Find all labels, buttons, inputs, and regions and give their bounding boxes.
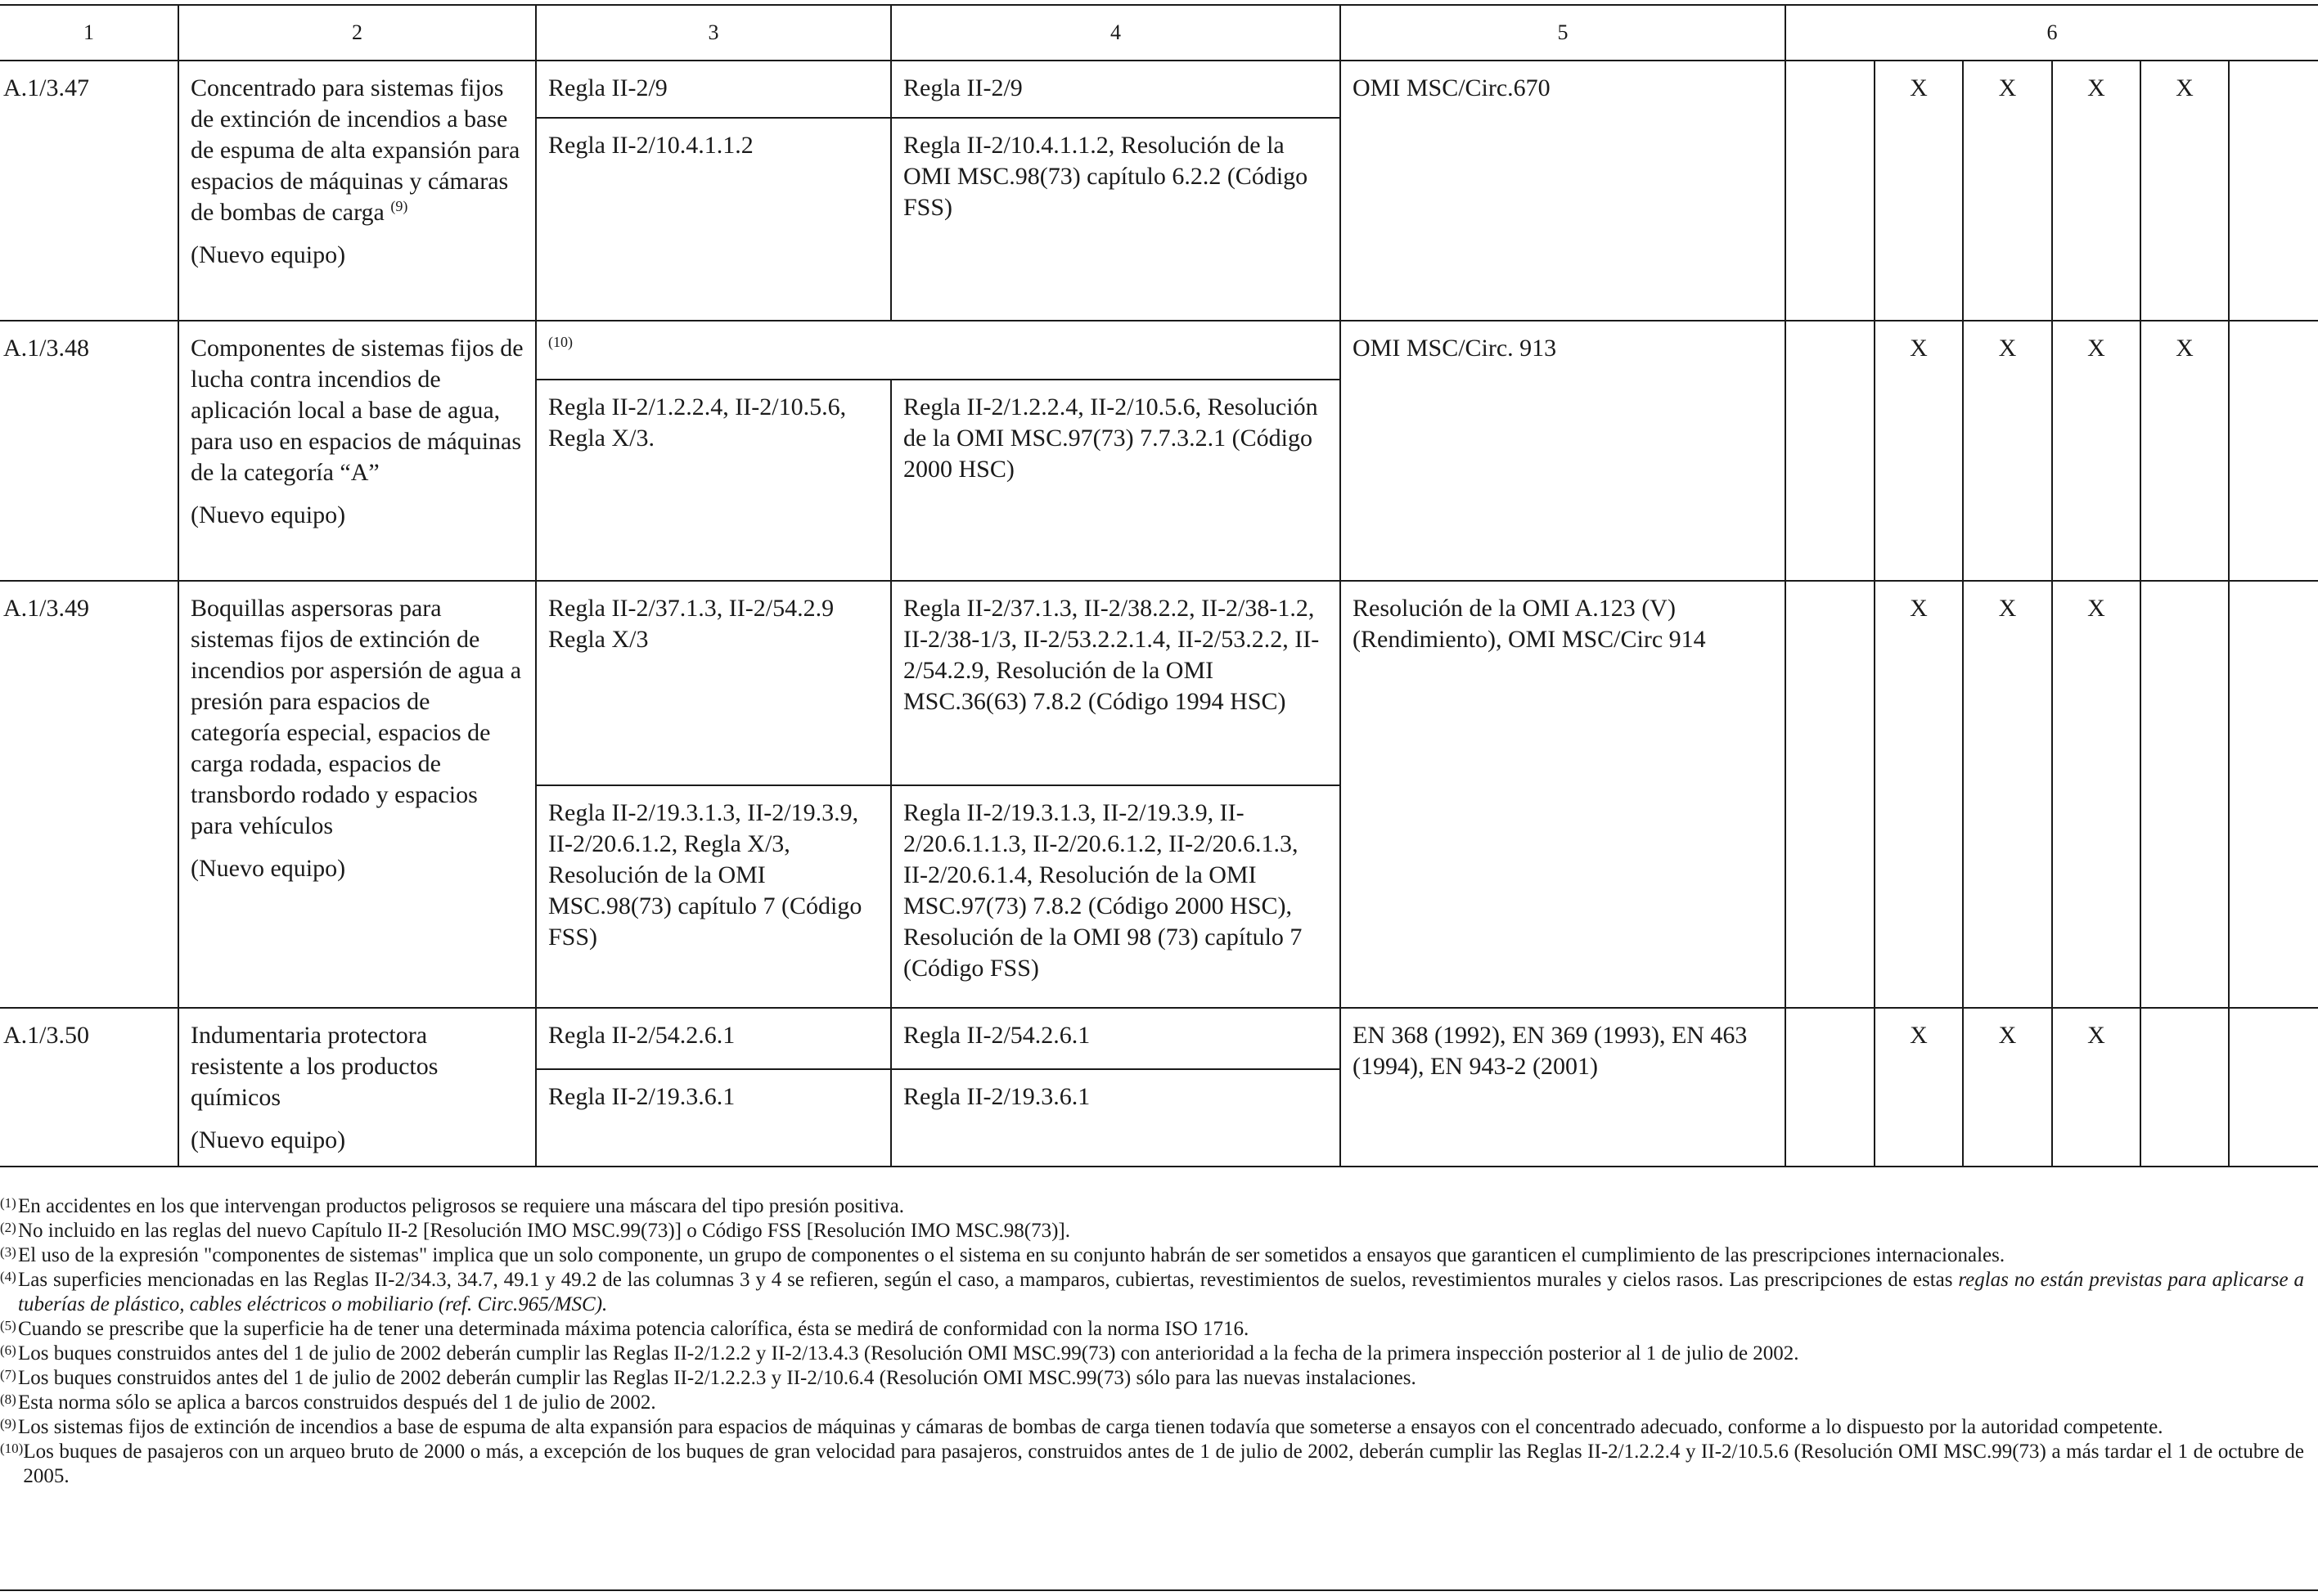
footnote-number: (6): [0, 1342, 16, 1358]
rule-cell: Regla II-2/1.2.2.4, II-2/10.5.6, Regla X/3.: [536, 380, 891, 581]
footnote-ref: (9): [390, 198, 408, 214]
mark-cell: X: [2052, 321, 2140, 581]
mark-cell: X: [1875, 321, 1963, 581]
table-row: [0, 321, 2318, 380]
standard-cell: OMI MSC/Circ.670: [1340, 61, 1785, 321]
bottom-rule: [0, 1589, 2318, 1591]
footnote-item: [0, 1219, 2304, 1243]
footnote-text: Esta norma sólo se aplica a barcos construidos después del 1 de julio de 2002.: [18, 1391, 656, 1414]
item-note: (Nuevo equipo): [191, 855, 346, 882]
rule-cell: Regla II-2/9: [536, 61, 891, 118]
table-row: [0, 581, 2318, 785]
footnote-text: En accidentes en los que intervengan productos peligrosos se requiere una máscara del tipo presión positiva.: [18, 1195, 904, 1217]
test-standard-cell: Regla II-2/1.2.2.4, II-2/10.5.6, Resolución de la OMI MSC.97(73) 7.7.3.2.1 (Código 2000 HSC): [891, 380, 1340, 581]
column-header-4: 4: [891, 5, 1340, 61]
footnote-text: [18, 1268, 2304, 1317]
mark-cell: [1785, 1008, 1875, 1167]
test-standard-cell: Regla II-2/10.4.1.1.2, Resolución de la OMI MSC.98(73) capítulo 6.2.2 (Código FSS): [891, 118, 1340, 321]
footnote-ref: (10): [548, 334, 573, 350]
footnote-item: [0, 1342, 2304, 1366]
mark-cell: X: [1963, 321, 2052, 581]
header-row: [0, 5, 2318, 61]
footnote-text: Los buques construidos antes del 1 de julio de 2002 deberán cumplir las Reglas II-2/1.2.2 y II-2/13.4.3 (Resolución OMI MSC.99(73) con anterioridad a la fecha de la primera inspección posterior al 1 de julio de 2002.: [18, 1342, 1799, 1364]
footnote-text-italic: reglas no están previstas para aplicarse a tuberías de plástico, cables eléctricos o mobiliario (ref. Circ.965/MSC).: [18, 1269, 2304, 1315]
rule-cell: Regla II-2/10.4.1.1.2: [536, 118, 891, 321]
item-note: (Nuevo equipo): [191, 1126, 346, 1153]
item-description: [178, 1008, 536, 1167]
footnote-text: El uso de la expresión "componentes de sistemas" implica que un solo componente, un grupo de componentes o el sistema en su conjunto habrán de ser sometidos a ensayos que garanticen el cumplimiento de las prescripciones internacionales.: [18, 1244, 2005, 1266]
footnote-number: (2): [0, 1220, 16, 1235]
mark-cell: X: [1875, 1008, 1963, 1167]
item-description: [178, 581, 536, 1008]
description-text: Boquillas aspersoras para sistemas fijos de extinción de incendios por aspersión de agua a presión para espacios de categoría especial, espacios de carga rodada, espacios de transbordo rodado y espacios para vehículos: [191, 595, 522, 839]
mark-cell: [2229, 581, 2318, 1008]
standard-cell: EN 368 (1992), EN 369 (1993), EN 463 (1994), EN 943-2 (2001): [1340, 1008, 1785, 1167]
test-standard-cell: Regla II-2/37.1.3, II-2/38.2.2, II-2/38-1.2, II-2/38-1/3, II-2/53.2.2.1.4, II-2/53.2.2, II-2/54.2.9, Resolución de la OMI MSC.36(63) 7.8.2 (Código 1994 HSC): [891, 581, 1340, 785]
footnote-number: (3): [0, 1244, 16, 1260]
footnote-number: (4): [0, 1269, 16, 1284]
mark-cell: X: [1963, 1008, 2052, 1167]
standard-cell: OMI MSC/Circ. 913: [1340, 321, 1785, 581]
standard-cell: Resolución de la OMI A.123 (V) (Rendimiento), OMI MSC/Circ 914: [1340, 581, 1785, 1008]
mark-cell: X: [1875, 61, 1963, 321]
item-note: (Nuevo equipo): [191, 501, 346, 528]
mark-cell: X: [2052, 581, 2140, 1008]
mark-cell: [2229, 61, 2318, 321]
mark-cell: [1785, 581, 1875, 1008]
mark-cell: X: [1875, 581, 1963, 1008]
test-standard-cell: Regla II-2/19.3.6.1: [891, 1069, 1340, 1167]
rule-cell: Regla II-2/54.2.6.1: [536, 1008, 891, 1069]
footnote-number: (7): [0, 1367, 16, 1382]
footnote-text-regular: Las superficies mencionadas en las Reglas II-2/34.3, 34.7, 49.1 y 49.2 de las columnas 3 y 4 se refieren, según el caso, a mamparos, cubiertas, revestimientos de suelos, revestimientos murales y cielos rasos. Las prescripciones de estas: [18, 1269, 1959, 1291]
description-text: Componentes de sistemas fijos de lucha contra incendios de aplicación local a base de agua, para uso en espacios de máquinas de la categoría “A”: [191, 335, 524, 486]
mark-cell: [1785, 321, 1875, 581]
footnote-item: [0, 1440, 2304, 1489]
footnote-item: [0, 1366, 2304, 1391]
item-code: A.1/3.47: [0, 61, 178, 321]
footnote-item: [0, 1317, 2304, 1342]
mark-cell: [2229, 1008, 2318, 1167]
footnote-item: [0, 1415, 2304, 1440]
description-text: Concentrado para sistemas fijos de extinción de incendios a base de espuma de alta expansión para espacios de máquinas y cámaras de bombas de carga: [191, 74, 520, 226]
test-standard-cell: Regla II-2/54.2.6.1: [891, 1008, 1340, 1069]
item-description: [178, 321, 536, 581]
item-code: A.1/3.50: [0, 1008, 178, 1167]
equipment-table: [0, 4, 2318, 1167]
mark-cell: [2229, 321, 2318, 581]
mark-cell: [2140, 581, 2229, 1008]
mark-cell: [1785, 61, 1875, 321]
mark-cell: X: [2052, 61, 2140, 321]
test-standard-cell: Regla II-2/9: [891, 61, 1340, 118]
footnote-item: [0, 1243, 2304, 1268]
column-header-5: 5: [1340, 5, 1785, 61]
item-code: A.1/3.48: [0, 321, 178, 581]
footnote-text: Los sistemas fijos de extinción de incendios a base de espuma de alta expansión para espacios de máquinas y cámaras de bombas de carga tienen todavía que someterse a ensayos con el concentrado adecuado, conforme a lo dispuesto por la autoridad competente.: [18, 1416, 2163, 1438]
test-standard-cell: Regla II-2/19.3.1.3, II-2/19.3.9, II-2/20.6.1.1.3, II-2/20.6.1.2, II-2/20.6.1.3, II-2/20.6.1.4, Resolución de la OMI MSC.97(73) 7.8.2 (Código 2000 HSC), Resolución de la OMI 98 (73) capítulo 7 (Código FSS): [891, 785, 1340, 1008]
item-code: A.1/3.49: [0, 581, 178, 1008]
footnote-number: (10): [0, 1441, 24, 1456]
footnote-text: Cuando se prescribe que la superficie ha de tener una determinada máxima potencia calorífica, ésta se medirá de conformidad con la norma ISO 1716.: [18, 1318, 1249, 1340]
footnote-item: [0, 1194, 2304, 1219]
mark-cell: X: [1963, 581, 2052, 1008]
column-header-3: 3: [536, 5, 891, 61]
mark-cell: X: [1963, 61, 2052, 321]
footnote-text: Los buques construidos antes del 1 de julio de 2002 deberán cumplir las Reglas II-2/1.2.2.3 y II-2/10.6.4 (Resolución OMI MSC.99(73) sólo para las nuevas instalaciones.: [18, 1367, 1416, 1389]
spanned-rule-cell: [536, 321, 1340, 380]
table-row: [0, 61, 2318, 118]
column-header-1: 1: [0, 5, 178, 61]
footnote-item: [0, 1268, 2304, 1317]
footnote-number: (8): [0, 1391, 16, 1407]
footnote-number: (5): [0, 1318, 16, 1333]
column-header-6: 6: [1785, 5, 2318, 61]
table-row: [0, 1008, 2318, 1069]
mark-cell: X: [2140, 61, 2229, 321]
footnote-number: (1): [0, 1195, 16, 1211]
rule-cell: Regla II-2/19.3.1.3, II-2/19.3.9, II-2/20.6.1.2, Regla X/3, Resolución de la OMI MSC.98(73) capítulo 7 (Código FSS): [536, 785, 891, 1008]
footnote-number: (9): [0, 1416, 16, 1432]
item-note: (Nuevo equipo): [191, 241, 346, 268]
mark-cell: X: [2140, 321, 2229, 581]
column-header-2: 2: [178, 5, 536, 61]
footnote-text: No incluido en las reglas del nuevo Capítulo II-2 [Resolución IMO MSC.99(73)] o Código FSS [Resolución IMO MSC.98(73)].: [18, 1220, 1071, 1242]
item-description: [178, 61, 536, 321]
rule-cell: Regla II-2/37.1.3, II-2/54.2.9 Regla X/3: [536, 581, 891, 785]
footnote-text: Los buques de pasajeros con un arqueo bruto de 2000 o más, a excepción de los buques de gran velocidad para pasajeros, construidos antes de 1 de julio de 2002, deberán cumplir las Reglas II-2/1.2.2.4 y II-2/10.5.6 (Resolución OMI MSC.99(73) a más tardar el 1 de octubre de 2005.: [23, 1441, 2304, 1487]
footnote-item: [0, 1391, 2304, 1415]
mark-cell: X: [2052, 1008, 2140, 1167]
footnotes: [0, 1194, 2304, 1489]
description-text: Indumentaria protectora resistente a los productos químicos: [191, 1022, 439, 1111]
mark-cell: [2140, 1008, 2229, 1167]
rule-cell: Regla II-2/19.3.6.1: [536, 1069, 891, 1167]
